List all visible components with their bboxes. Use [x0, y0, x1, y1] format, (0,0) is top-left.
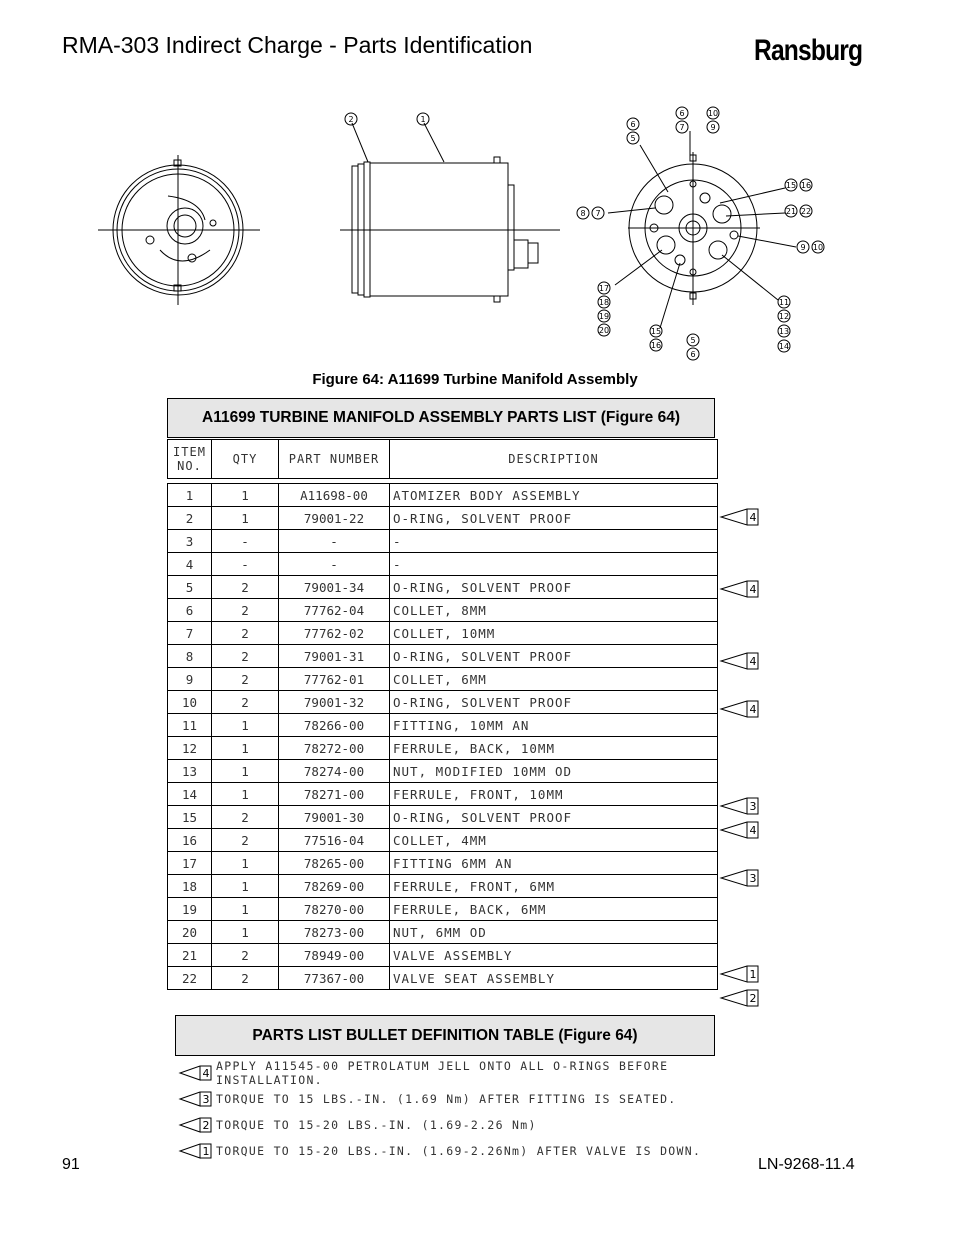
- cell-qty: 1: [212, 898, 279, 921]
- cell-description: FERRULE, FRONT, 10MM: [390, 783, 718, 806]
- bullet-definition-row: [178, 1112, 738, 1138]
- callout-label: 15: [785, 181, 797, 190]
- cell-description: VALVE SEAT ASSEMBLY: [390, 967, 718, 990]
- cell-part-number: 77762-01: [279, 668, 390, 691]
- bullet-flag-number: 4: [749, 583, 757, 597]
- cell-part-number: 77367-00: [279, 967, 390, 990]
- face-view-right: [608, 131, 796, 328]
- cell-part-number: 78270-00: [279, 898, 390, 921]
- bullet-definition-text: TORQUE TO 15-20 LBS.-IN. (1.69-2.26Nm) AFTER VALVE IS DOWN.: [216, 1144, 702, 1158]
- bullet-definition-row: [178, 1138, 738, 1164]
- bullet-flag-icon: [178, 1091, 212, 1107]
- row-bullet-flag: [719, 700, 759, 718]
- cell-description: COLLET, 8MM: [390, 599, 718, 622]
- cell-part-number: 78274-00: [279, 760, 390, 783]
- callout-label: 6: [690, 350, 696, 359]
- row-bullet-flag: [719, 869, 759, 887]
- cell-part-number: 77516-04: [279, 829, 390, 852]
- cell-item: 4: [168, 553, 212, 576]
- cell-qty: 2: [212, 599, 279, 622]
- cell-item: 9: [168, 668, 212, 691]
- cell-qty: 2: [212, 944, 279, 967]
- callout-label: 7: [595, 209, 601, 218]
- bullet-flag-number: 4: [749, 655, 757, 669]
- cell-description: COLLET, 4MM: [390, 829, 718, 852]
- cell-qty: 2: [212, 668, 279, 691]
- cell-qty: 1: [212, 921, 279, 944]
- table-row: [168, 622, 718, 645]
- cell-item: 15: [168, 806, 212, 829]
- figure-caption: [0, 371, 954, 388]
- cell-description: FITTING 6MM AN: [390, 852, 718, 875]
- callout-label: 7: [679, 123, 685, 132]
- parts-table-header: [168, 440, 718, 479]
- cell-part-number: 79001-31: [279, 645, 390, 668]
- row-bullet-flag: [719, 652, 759, 670]
- callout-label: 21: [785, 207, 797, 216]
- page-title: RMA-303 Indirect Charge - Parts Identification: [62, 32, 533, 58]
- callout-label: 6: [630, 120, 636, 129]
- table-row: [168, 484, 718, 507]
- table-row: [168, 530, 718, 553]
- callout-label: 17: [598, 284, 610, 293]
- cell-item: 2: [168, 507, 212, 530]
- cell-part-number: 78949-00: [279, 944, 390, 967]
- cell-description: NUT, 6MM OD: [390, 921, 718, 944]
- row-bullet-flag: [719, 821, 759, 839]
- cell-item: 12: [168, 737, 212, 760]
- table-row: [168, 507, 718, 530]
- cell-item: 22: [168, 967, 212, 990]
- cell-qty: -: [212, 530, 279, 553]
- cell-item: 14: [168, 783, 212, 806]
- callout-markers: [345, 107, 824, 360]
- cell-qty: 1: [212, 714, 279, 737]
- table-row: [168, 760, 718, 783]
- cell-qty: 2: [212, 622, 279, 645]
- table-row: [168, 921, 718, 944]
- table-row: [168, 944, 718, 967]
- callout-label: 22: [800, 207, 812, 216]
- callout-label: 14: [778, 342, 790, 351]
- assembly-drawing: [0, 100, 954, 370]
- header-item: ITEM NO.: [168, 440, 212, 479]
- cell-description: -: [390, 553, 718, 576]
- bullet-definition-row: [178, 1086, 738, 1112]
- bullet-flag-number: 2: [749, 992, 757, 1006]
- cell-part-number: -: [279, 530, 390, 553]
- header-description: DESCRIPTION: [390, 440, 718, 479]
- table-row: [168, 553, 718, 576]
- cell-qty: 2: [212, 806, 279, 829]
- cell-description: FERRULE, BACK, 10MM: [390, 737, 718, 760]
- cell-part-number: 78271-00: [279, 783, 390, 806]
- cell-description: O-RING, SOLVENT PROOF: [390, 691, 718, 714]
- bullet-definitions: [178, 1060, 738, 1164]
- cell-item: 1: [168, 484, 212, 507]
- callout-label: 10: [707, 109, 719, 118]
- row-bullet-flag: [719, 797, 759, 815]
- bullet-flag-number: 4: [202, 1067, 210, 1080]
- table-row: [168, 967, 718, 990]
- row-bullet-flag: [719, 508, 759, 526]
- cell-description: O-RING, SOLVENT PROOF: [390, 507, 718, 530]
- cell-qty: 1: [212, 783, 279, 806]
- bullet-flag-number: 1: [202, 1145, 210, 1158]
- cell-item: 8: [168, 645, 212, 668]
- cell-part-number: 78265-00: [279, 852, 390, 875]
- table-row: [168, 645, 718, 668]
- table-row: [168, 737, 718, 760]
- cell-qty: 2: [212, 967, 279, 990]
- cell-item: 6: [168, 599, 212, 622]
- table-row: [168, 852, 718, 875]
- parts-table: [167, 439, 718, 990]
- cell-qty: 1: [212, 484, 279, 507]
- bullet-definition-row: [178, 1060, 738, 1086]
- cell-item: 10: [168, 691, 212, 714]
- table-row: [168, 576, 718, 599]
- row-bullet-flag: [719, 580, 759, 598]
- cell-qty: 2: [212, 691, 279, 714]
- callout-label: 9: [710, 123, 716, 132]
- bullet-flag-icon: [719, 821, 759, 839]
- table-row: [168, 714, 718, 737]
- cell-part-number: A11698-00: [279, 484, 390, 507]
- cell-part-number: 79001-22: [279, 507, 390, 530]
- bullet-flag-number: 3: [749, 871, 757, 885]
- bullet-flag-number: 1: [749, 968, 757, 981]
- callout-label: 6: [679, 109, 685, 118]
- bullet-definition-text: TORQUE TO 15 LBS.-IN. (1.69 Nm) AFTER FITTING IS SEATED.: [216, 1092, 677, 1106]
- bullet-table-title: PARTS LIST BULLET DEFINITION TABLE (Figure 64): [175, 1015, 715, 1056]
- cell-qty: 2: [212, 645, 279, 668]
- cell-part-number: 78266-00: [279, 714, 390, 737]
- cell-description: O-RING, SOLVENT PROOF: [390, 645, 718, 668]
- side-view: [340, 123, 560, 302]
- table-row: [168, 898, 718, 921]
- cell-item: 7: [168, 622, 212, 645]
- cell-item: 16: [168, 829, 212, 852]
- header-part-number: PART NUMBER: [279, 440, 390, 479]
- callout-label: 16: [800, 181, 812, 190]
- callout-label: 1: [420, 115, 426, 124]
- cell-part-number: -: [279, 553, 390, 576]
- cell-qty: 2: [212, 829, 279, 852]
- cell-qty: 1: [212, 737, 279, 760]
- cell-part-number: 78273-00: [279, 921, 390, 944]
- cell-item: 5: [168, 576, 212, 599]
- bullet-flag-icon: [719, 652, 759, 670]
- bullet-flag-icon: [719, 965, 759, 983]
- cell-part-number: 78272-00: [279, 737, 390, 760]
- cell-description: ATOMIZER BODY ASSEMBLY: [390, 484, 718, 507]
- cell-qty: 1: [212, 507, 279, 530]
- bullet-flag-number: 3: [202, 1093, 210, 1106]
- parts-table-body: [168, 484, 718, 990]
- callout-label: 8: [580, 209, 586, 218]
- callout-label: 18: [598, 298, 610, 307]
- table-row: [168, 691, 718, 714]
- table-row: [168, 783, 718, 806]
- bullet-flag-icon: [178, 1117, 212, 1133]
- cell-description: FERRULE, FRONT, 6MM: [390, 875, 718, 898]
- bullet-flag-icon: [719, 989, 759, 1007]
- brand-logo: Ransburg: [754, 34, 863, 67]
- cell-qty: 1: [212, 760, 279, 783]
- parts-table-title: A11699 TURBINE MANIFOLD ASSEMBLY PARTS LIST (Figure 64): [167, 398, 715, 438]
- cell-description: -: [390, 530, 718, 553]
- cell-item: 18: [168, 875, 212, 898]
- callout-label: 5: [690, 336, 696, 345]
- bullet-definition-text: TORQUE TO 15-20 LBS.-IN. (1.69-2.26 Nm): [216, 1118, 537, 1132]
- cell-item: 17: [168, 852, 212, 875]
- callout-label: 11: [778, 298, 790, 307]
- cell-qty: -: [212, 553, 279, 576]
- bullet-flag-icon: [719, 508, 759, 526]
- callout-label: 5: [630, 134, 636, 143]
- callout-label: 16: [650, 341, 662, 350]
- bullet-definition-text: APPLY A11545-00 PETROLATUM JELL ONTO ALL O-RINGS BEFORE INSTALLATION.: [216, 1059, 669, 1087]
- figure-caption-text: Figure 64: A11699 Turbine Manifold Assembly: [312, 371, 638, 388]
- row-bullet-flag: [719, 965, 759, 983]
- cell-item: 20: [168, 921, 212, 944]
- cell-qty: 1: [212, 875, 279, 898]
- table-row: [168, 875, 718, 898]
- cell-description: FERRULE, BACK, 6MM: [390, 898, 718, 921]
- cell-description: O-RING, SOLVENT PROOF: [390, 806, 718, 829]
- bullet-flag-number: 4: [749, 823, 757, 837]
- cell-part-number: 77762-02: [279, 622, 390, 645]
- cell-part-number: 79001-34: [279, 576, 390, 599]
- cell-item: 19: [168, 898, 212, 921]
- bullet-flag-number: 2: [202, 1119, 210, 1132]
- cell-part-number: 79001-32: [279, 691, 390, 714]
- cell-item: 13: [168, 760, 212, 783]
- bullet-flag-icon: [719, 580, 759, 598]
- callout-label: 15: [650, 327, 662, 336]
- callout-label: 20: [598, 326, 610, 335]
- bullet-flag-icon: [719, 797, 759, 815]
- bullet-flag-icon: [719, 700, 759, 718]
- table-row: [168, 668, 718, 691]
- cell-part-number: 79001-30: [279, 806, 390, 829]
- bullet-flag-icon: [178, 1143, 212, 1159]
- cell-description: VALVE ASSEMBLY: [390, 944, 718, 967]
- cell-description: COLLET, 10MM: [390, 622, 718, 645]
- end-view-left: [98, 155, 260, 305]
- cell-part-number: 77762-04: [279, 599, 390, 622]
- bullet-flag-icon: [178, 1065, 212, 1081]
- callout-label: 2: [348, 115, 354, 124]
- cell-part-number: 78269-00: [279, 875, 390, 898]
- cell-item: 21: [168, 944, 212, 967]
- table-row: [168, 599, 718, 622]
- cell-description: NUT, MODIFIED 10MM OD: [390, 760, 718, 783]
- callout-label: 19: [598, 312, 610, 321]
- callout-label: 10: [812, 243, 824, 252]
- cell-description: O-RING, SOLVENT PROOF: [390, 576, 718, 599]
- bullet-flag-icon: [719, 869, 759, 887]
- cell-item: 11: [168, 714, 212, 737]
- cell-qty: 1: [212, 852, 279, 875]
- bullet-flag-number: 3: [749, 799, 757, 813]
- bullet-flag-number: 4: [749, 703, 757, 717]
- header-qty: QTY: [212, 440, 279, 479]
- table-row: [168, 829, 718, 852]
- cell-qty: 2: [212, 576, 279, 599]
- row-bullet-flag: [719, 989, 759, 1007]
- callout-label: 12: [778, 312, 790, 321]
- table-row: [168, 806, 718, 829]
- callout-label: 13: [778, 327, 790, 336]
- cell-description: COLLET, 6MM: [390, 668, 718, 691]
- cell-description: FITTING, 10MM AN: [390, 714, 718, 737]
- callout-label: 9: [800, 243, 806, 252]
- document-number: LN-9268-11.4: [758, 1156, 855, 1173]
- page-number: 91: [62, 1156, 80, 1173]
- cell-item: 3: [168, 530, 212, 553]
- bullet-flag-number: 4: [749, 511, 757, 525]
